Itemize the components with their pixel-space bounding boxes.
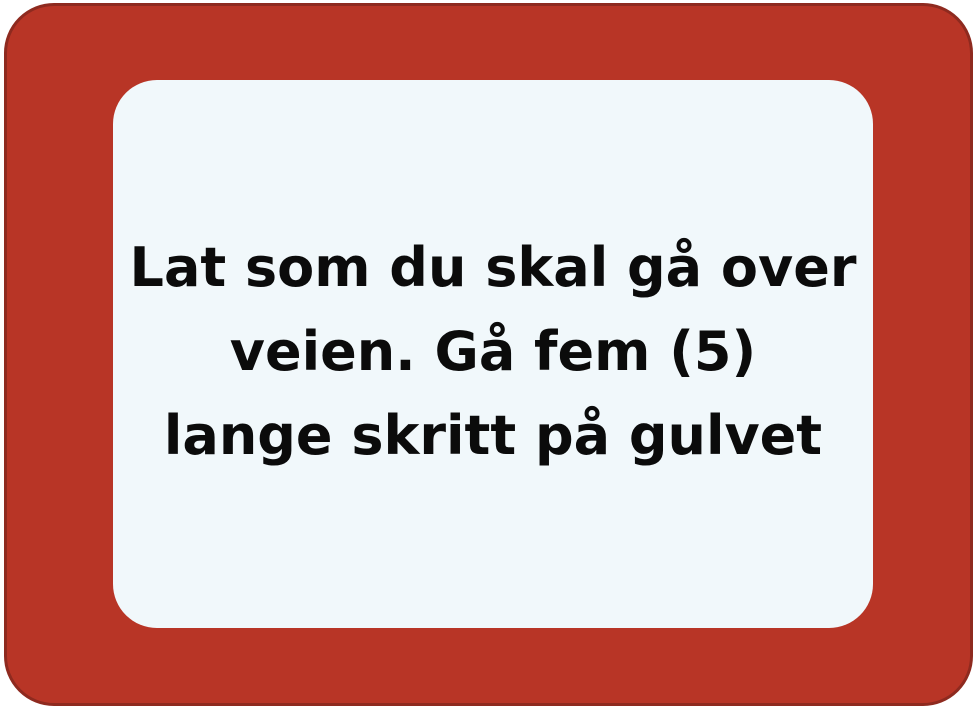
card-instruction [120,226,867,478]
card-instruction-line-2: veien. Gå fem (5) [229,320,757,383]
card-instruction-line-3: lange skritt på gulvet [163,404,823,467]
card-panel [113,80,873,628]
card-instruction-line-1: Lat som du skal gå over [129,236,857,299]
